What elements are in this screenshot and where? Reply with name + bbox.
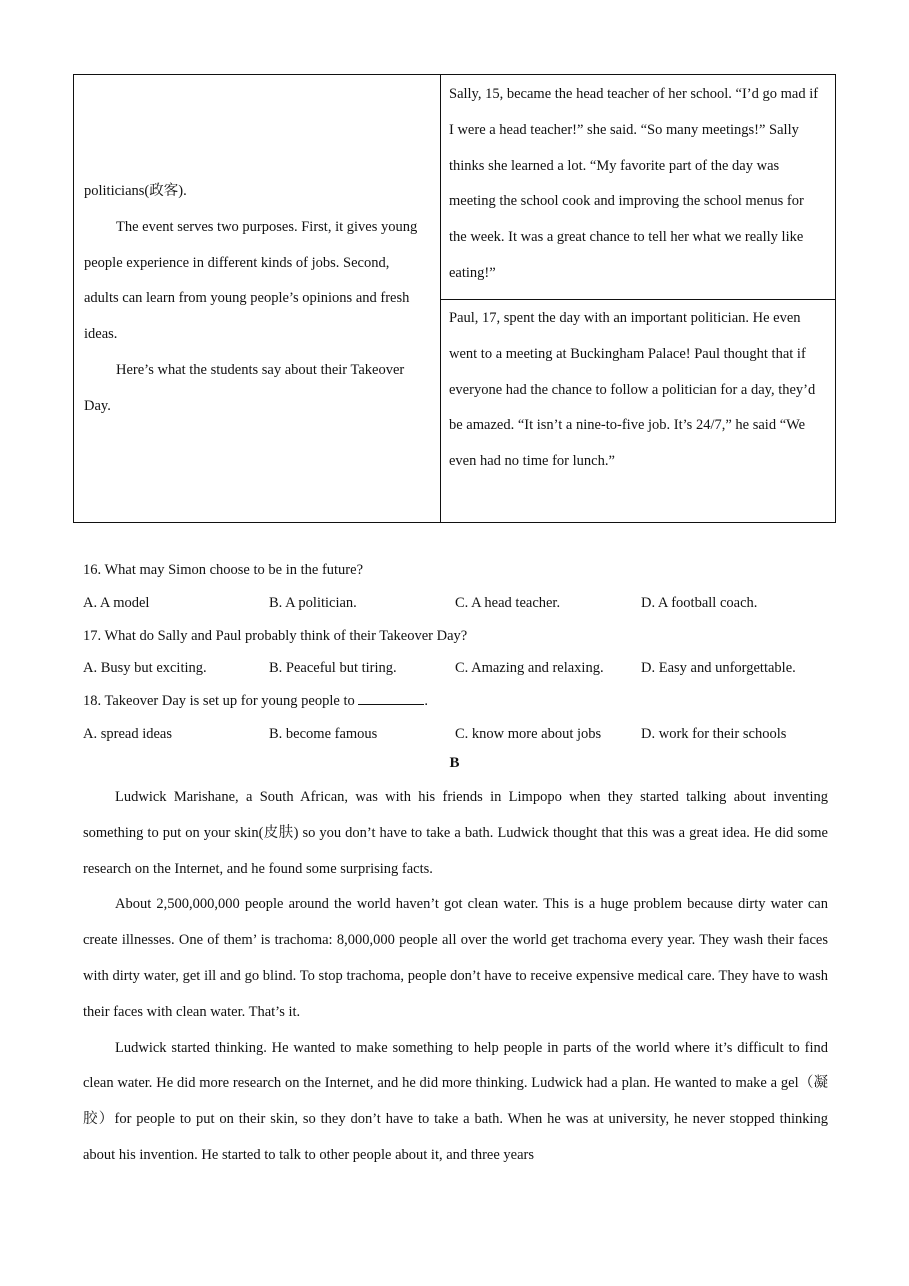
q16-option-d: D. A football coach. [641, 595, 758, 611]
paul-paragraph: Paul, 17, spent the day with an important politician. He even went to a meeting at Buckingham Palace! Paul thought that if everyone had the chance to follow a politician for a day, they’d be amazed. “It isn’t a nine-to-five job. It’s 24/7,” he said “We even had no time for lunch.” [449, 310, 816, 470]
question-17: 17. What do Sally and Paul probably think of their Takeover Day? [83, 628, 468, 644]
section-title: B [449, 755, 460, 771]
answer-blank [358, 691, 424, 705]
table-cell-paul [449, 301, 819, 480]
passage-b [83, 780, 828, 1174]
passage-paragraph-1: Ludwick Marishane, a South African, was with his friends in Limpopo when they started talking about inventing something to put on your skin(皮肤) so you don’t have to take a bath. Ludwick thought that this was a great idea. He did some research on the Internet, and he found some surprising facts. [83, 789, 828, 877]
q18-option-a: A. spread ideas [83, 726, 172, 742]
table-cell-sally [449, 77, 819, 292]
q18-option-d: D. work for their schools [641, 726, 787, 742]
sally-paragraph: Sally, 15, became the head teacher of her school. “I’d go mad if I were a head teacher!” she said. “So many meetings!” Sally thinks she learned a lot. “My favorite part of the day was meeting the school cook and improving the school menus for the week. It was a great chance to tell her what we really like eating!” [449, 86, 819, 281]
q18-option-c: C. know more about jobs [455, 726, 602, 742]
passage-paragraph-2: About 2,500,000,000 people around the world haven’t got clean water. This is a huge problem because dirty water can create illnesses. One of them’ is trachoma: 8,000,000 people all over the world get trachoma every year. They wash their faces with dirty water, get ill and go blind. To stop trachoma, people don’t have to receive expensive medical care. They have to wash their faces with clean water. That’s it. [83, 896, 828, 1020]
question-18 [83, 691, 428, 711]
q16-option-b: B. A politician. [269, 595, 357, 611]
q16-option-c: C. A head teacher. [455, 595, 561, 611]
reading-table [73, 74, 836, 523]
q16-option-a: A. A model [83, 595, 150, 611]
q18-option-b: B. become famous [269, 726, 378, 742]
q17-option-c: C. Amazing and relaxing. [455, 660, 604, 676]
passage-paragraph-3: Ludwick started thinking. He wanted to make something to help people in parts of the world where it’s difficult to find clean water. He did more research on the Internet, and he did more thinking. Ludwick had a plan. He wanted to make a gel（凝胶）for people to put on their skin, so they don’t have to take a bath. When he was at university, he never stopped thinking about his invention. He started to talk to other people about it, and three years [83, 1039, 828, 1163]
question-16: 16. What may Simon choose to be in the future? [83, 562, 364, 578]
table-cell-intro [84, 174, 424, 425]
q17-option-a: A. Busy but exciting. [83, 660, 207, 676]
table-divider-horizontal [440, 299, 835, 300]
q17-option-b: B. Peaceful but tiring. [269, 660, 397, 676]
intro-line: politicians(政客). [84, 183, 187, 199]
intro-paragraph-students: Here’s what the students say about their Takeover Day. [84, 361, 405, 414]
q17-option-d: D. Easy and unforgettable. [641, 660, 796, 676]
intro-paragraph-purposes: The event serves two purposes. First, it gives young people experience in different kinds of jobs. Second, adults can learn from young people’s opinions and fresh ideas. [84, 218, 418, 343]
question-18-stem: 18. Takeover Day is set up for young people to [83, 693, 355, 709]
question-18-stem-end: . [424, 693, 428, 709]
